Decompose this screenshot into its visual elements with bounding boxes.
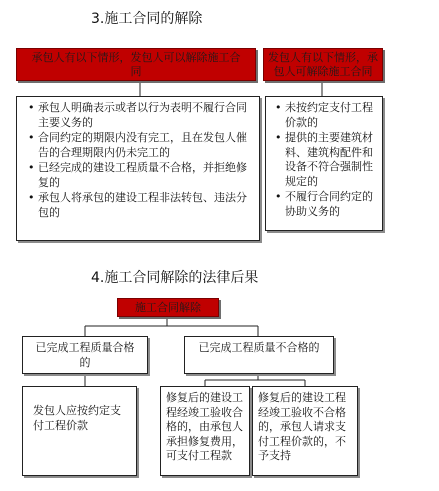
- list-item: • 未按约定支付工程价款的: [274, 101, 377, 130]
- unqualified-node: 已完成工程质量不合格的: [184, 336, 334, 374]
- contractor-items-box: [16, 96, 260, 241]
- employer-header: 发包人有以下情形，承包人可解除施工合同: [263, 48, 383, 81]
- list-item: • 承包人将承包的建设工程非法转包、违法分包的: [27, 191, 251, 220]
- contractor-items-list: [27, 101, 251, 220]
- qualified-result-node: 发包人应按约定支付工程价款: [22, 386, 137, 476]
- list-item: • 合同约定的期限内没有完工，且在发包人催告的合理期限内仍未完工的: [27, 131, 251, 160]
- termination-root-node: 施工合同解除: [117, 298, 219, 317]
- list-item: • 已经完成的建设工程质量不合格，并拒绝修复的: [27, 161, 251, 190]
- employer-items-list: [274, 101, 377, 219]
- employer-items-box: [265, 96, 383, 231]
- contractor-header: 承包人有以下情形，发包人可以解除施工合同: [16, 48, 256, 81]
- repaired-pass-node: 修复后的建设工程经竣工验收合格的，由承包人承担修复费用，可支付工程款: [160, 386, 250, 476]
- list-item: • 提供的主要建筑材料、建筑构配件和设备不符合强制性规定的: [274, 131, 377, 189]
- qualified-node: 已完成工程质量合格的: [22, 336, 148, 374]
- list-item: • 不履行合同约定的协助义务的: [274, 190, 377, 219]
- repaired-fail-node: 修复后的建设工程经竣工验收不合格的，承包人请求支付工程价款的，不予支持: [252, 386, 358, 476]
- section4-title: 4.施工合同解除的法律后果: [91, 270, 259, 286]
- list-item: • 承包人明确表示或者以行为表明不履行合同主要义务的: [27, 101, 251, 130]
- section3-title: 3.施工合同的解除: [91, 11, 203, 27]
